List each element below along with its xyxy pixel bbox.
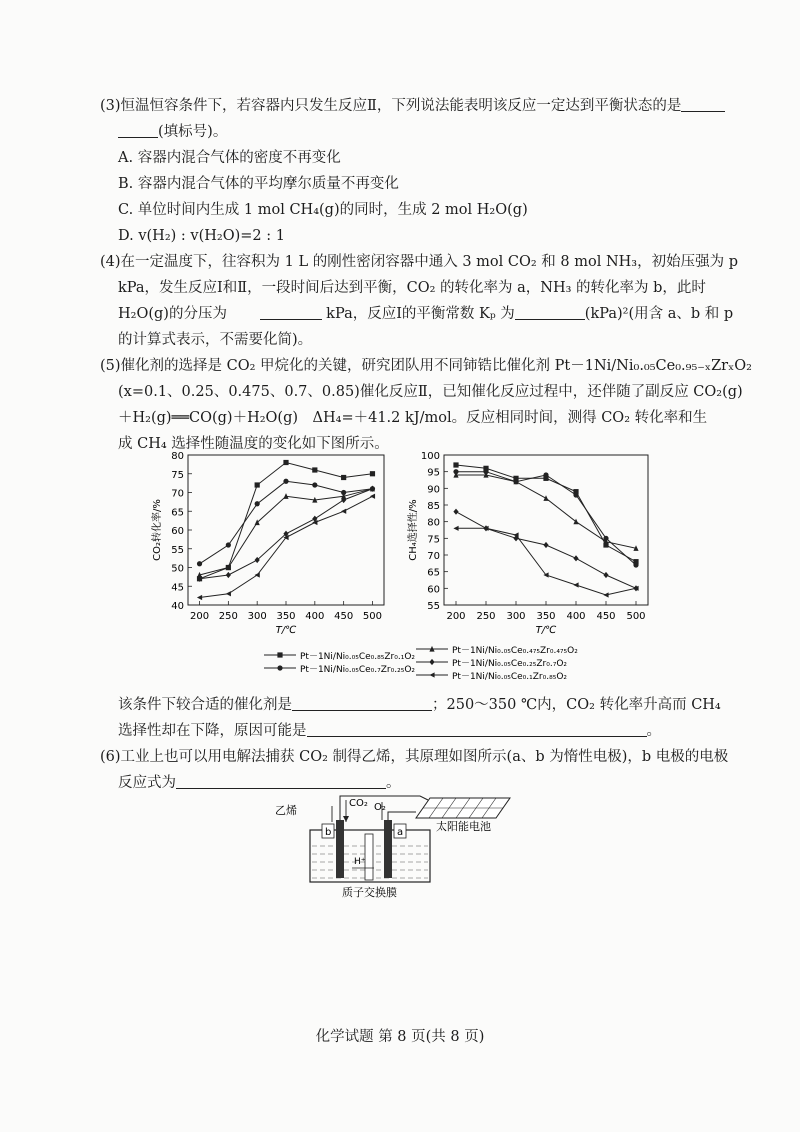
label-membrane: 质子交换膜	[342, 886, 397, 899]
chart-0-series-5-point	[370, 494, 375, 499]
q4-line-1: (4)在一定温度下，往容积为 1 L 的刚性密闭容器中通入 3 mol CO₂ 和 8 mol NH₃，初始压强为 p	[100, 254, 738, 270]
chart-1-series-5-line	[456, 528, 636, 595]
q5-line-2: (x=0.1、0.25、0.475、0.7、0.85)催化反应Ⅱ，已知催化反应过程中，还伴随了副反应 CO₂(g)	[118, 384, 743, 400]
chart-0-ytick-label: 80	[171, 451, 184, 462]
chart-0-xtick-label: 250	[218, 611, 238, 622]
legend-label-5: Pt－1Ni/Ni₀.₀₅Ce₀.₁Zr₀.₈₅O₂	[452, 672, 568, 682]
chart-1-ytick-label: 55	[427, 601, 440, 612]
q4-line-2: kPa，发生反应Ⅰ和Ⅱ，一段时间后达到平衡，CO₂ 的转化率为 a，NH₃ 的转化率为 b，此时	[118, 280, 706, 296]
chart-1-ytick-label: 60	[427, 584, 440, 596]
q4-line-3	[118, 304, 733, 324]
q4-line-3c: (kPa)²(用含 a、b 和 p	[584, 306, 734, 322]
chart-1-ytick-label: 75	[427, 534, 440, 546]
answer-blank[interactable]	[176, 773, 386, 789]
chart-0-series-1-point	[283, 460, 288, 465]
charts-figure	[0, 440, 800, 690]
answer-blank[interactable]	[307, 721, 647, 737]
solar-panel-icon	[416, 798, 510, 818]
q5-ans1b: ；250～350 ℃内，CO₂ 转化率升高而 CH₄	[432, 697, 721, 713]
electrolysis-diagram	[270, 790, 530, 900]
chart-0-xtick-label: 350	[276, 611, 296, 622]
chart-0-xtick-label: 450	[334, 611, 354, 622]
q3-option-a: A. 容器内混合气体的密度不再变化	[118, 150, 341, 166]
chart-1-series-2-point	[633, 562, 638, 567]
answer-blank[interactable]	[515, 304, 585, 320]
label-solar-cell: 太阳能电池	[436, 820, 491, 833]
chart-1-xtick-label: 500	[626, 611, 646, 622]
chart-1-series-3-line	[456, 475, 636, 548]
label-electrode-a: a	[397, 827, 404, 838]
chart-1-series-1-point	[453, 462, 458, 467]
chart-0-ytick-label: 75	[171, 469, 184, 481]
chart-0-xlabel: T/℃	[275, 625, 297, 636]
chart-0-ytick-label: 50	[171, 563, 184, 575]
legend-marker-4	[429, 659, 434, 665]
answer-blank[interactable]	[292, 695, 432, 711]
chart-1-series-3-point	[543, 495, 548, 501]
chart-1-xtick-label: 250	[476, 611, 496, 622]
q3-stem-end	[118, 122, 227, 142]
chart-1-series-5-point	[573, 582, 578, 587]
chart-1-series-2-point	[573, 492, 578, 497]
q5-answer-1	[118, 695, 721, 715]
chart-0-ytick-label: 40	[171, 601, 184, 612]
chart-0-series-5-point	[255, 572, 260, 577]
legend-marker-5	[429, 672, 434, 677]
chart-1-series-4-point	[603, 572, 608, 578]
chart-0-ytick-label: 45	[171, 582, 184, 594]
electrode-a	[384, 820, 392, 878]
label-co2: CO₂	[349, 798, 368, 809]
chart-1-xtick-label: 350	[536, 611, 556, 622]
q6-line-1: (6)工业上也可以用电解法捕获 CO₂ 制得乙烯，其原理如图所示(a、b 为惰性电极)，b 电极的电极	[100, 749, 729, 765]
q5-ans1a: 该条件下较合适的催化剂是	[118, 697, 292, 713]
q4-line-3b: kPa，反应Ⅰ的平衡常数 Kₚ 为	[326, 306, 515, 322]
legend-label-1: Pt－1Ni/Ni₀.₀₅Ce₀.₈₅Zr₀.₁O₂	[300, 652, 416, 662]
chart-0-series-1-point	[370, 471, 375, 476]
answer-blank[interactable]	[681, 96, 725, 112]
chart-0-series-2-point	[197, 561, 202, 566]
chart-0-series-2-point	[312, 482, 317, 487]
chart-1-ytick-label: 70	[427, 551, 440, 562]
chart-1-ytick-label: 65	[427, 567, 440, 579]
label-h-plus: H⁺	[354, 857, 366, 867]
chart-1-xtick-label: 200	[446, 611, 466, 622]
chart-1-series-4-point	[453, 509, 458, 515]
q3-option-d: D. v(H₂) : v(H₂O)=2 : 1	[118, 228, 285, 244]
chart-0-ytick-label: 65	[171, 507, 184, 519]
chart-1-xlabel: T/℃	[535, 625, 557, 636]
electrode-b	[336, 820, 344, 878]
q5-ans2a: 选择性却在下降，原因可能是	[118, 723, 307, 739]
chart-0-series-1-point	[312, 467, 317, 472]
chart-0-series-1-point	[255, 482, 260, 487]
q4-line-3a: H₂O(g)的分压为	[118, 306, 227, 322]
q4-line-4: 的计算式表示，不需要化简)。	[118, 332, 313, 348]
wire-a	[388, 812, 416, 822]
chart-0-series-2-point	[255, 501, 260, 506]
chart-1-series-2-point	[543, 472, 548, 477]
chart-0-ytick-label: 60	[171, 526, 184, 537]
q3-stem-text: (3)恒温恒容条件下，若容器内只发生反应Ⅱ，下列说法能表明该反应一定达到平衡状态的是	[100, 98, 682, 114]
chart-1-xtick-label: 300	[506, 611, 526, 622]
chart-0-series-1-point	[341, 475, 346, 480]
chart-1-series-5-point	[453, 526, 458, 531]
q3-option-c: C. 单位时间内生成 1 mol CH₄(g)的同时，生成 2 mol H₂O(g)	[118, 202, 528, 218]
chart-1-ylabel: CH₄选择性/%	[408, 499, 419, 561]
chart-1-ytick-label: 95	[427, 467, 440, 479]
chart-0-xtick-label: 400	[305, 611, 325, 622]
q6-line-2a: 反应式为	[118, 775, 176, 791]
chart-1-series-4-point	[543, 542, 548, 548]
answer-blank[interactable]	[118, 122, 158, 138]
q5-answer-2	[118, 721, 661, 741]
chart-0-series-3-point	[283, 493, 288, 499]
chart-0-xtick-label: 300	[247, 611, 267, 622]
legend-label-4: Pt－1Ni/Ni₀.₀₅Ce₀.₂₅Zr₀.₇O₂	[452, 659, 568, 669]
chart-0-ytick-label: 70	[171, 488, 184, 500]
chart-0-frame	[188, 455, 384, 605]
legend-label-2: Pt－1Ni/Ni₀.₀₅Ce₀.₇Zr₀.₂₅O₂	[300, 665, 416, 675]
q5-line-1: (5)催化剂的选择是 CO₂ 甲烷化的关键，研究团队用不同铈锆比催化剂 Pt－1Ni/Ni₀.₀₅Ce₀.₉₅₋ₓZrₓO₂	[100, 358, 752, 374]
proton-exchange-membrane	[365, 834, 373, 880]
chart-1-series-4-point	[573, 555, 578, 561]
chart-0-series-4-point	[226, 572, 231, 578]
chart-1-ytick-label: 80	[427, 517, 440, 529]
chart-0-series-5-point	[197, 595, 202, 600]
q3-stem	[100, 96, 725, 116]
page-footer: 化学试题 第 8 页(共 8 页)	[315, 1029, 485, 1045]
chart-0-series-5-point	[341, 509, 346, 514]
q3-stem-end-text: (填标号)。	[158, 124, 228, 140]
chart-1-series-3-point	[573, 519, 578, 525]
chart-1-ytick-label: 100	[420, 451, 440, 462]
legend-marker-1	[277, 652, 282, 657]
chart-0-series-2-point	[283, 479, 288, 484]
chart-1-xtick-label: 450	[596, 611, 616, 622]
q5-line-4: 成 CH₄ 选择性随温度的变化如下图所示。	[118, 436, 389, 452]
chart-0-ytick-label: 55	[171, 544, 184, 556]
q3-option-b: B. 容器内混合气体的平均摩尔质量不再变化	[118, 176, 399, 192]
label-electrode-b: b	[325, 827, 332, 838]
answer-blank[interactable]	[260, 304, 322, 320]
chart-1-series-4-line	[456, 512, 636, 589]
chart-1-ytick-label: 90	[427, 484, 440, 496]
q6-line-2b: 。	[386, 775, 401, 791]
label-o2: O₂	[374, 802, 386, 813]
chart-1-series-2-line	[456, 472, 636, 565]
q5-ans2b: 。	[646, 723, 661, 739]
legend-label-3: Pt－1Ni/Ni₀.₀₅Ce₀.₄₇₅Zr₀.₄₇₅O₂	[452, 646, 578, 656]
chart-0-series-5-point	[226, 591, 231, 596]
chart-0-xtick-label: 500	[362, 611, 383, 622]
chart-0-ylabel: CO₂转化率/%	[152, 499, 163, 561]
chart-0-xtick-label: 200	[189, 611, 210, 622]
chart-1-xtick-label: 400	[566, 611, 586, 622]
chart-1-ytick-label: 85	[427, 501, 440, 512]
q5-line-3: ＋H₂(g)══CO(g)＋H₂O(g) ΔH₄=＋41.2 kJ/mol。反应相同时间，测得 CO₂ 转化率和生	[118, 410, 708, 426]
legend-marker-2	[277, 665, 282, 670]
chart-0-series-2-point	[226, 542, 231, 547]
label-ethylene: 乙烯	[275, 804, 297, 817]
chart-1-series-5-point	[603, 592, 608, 597]
